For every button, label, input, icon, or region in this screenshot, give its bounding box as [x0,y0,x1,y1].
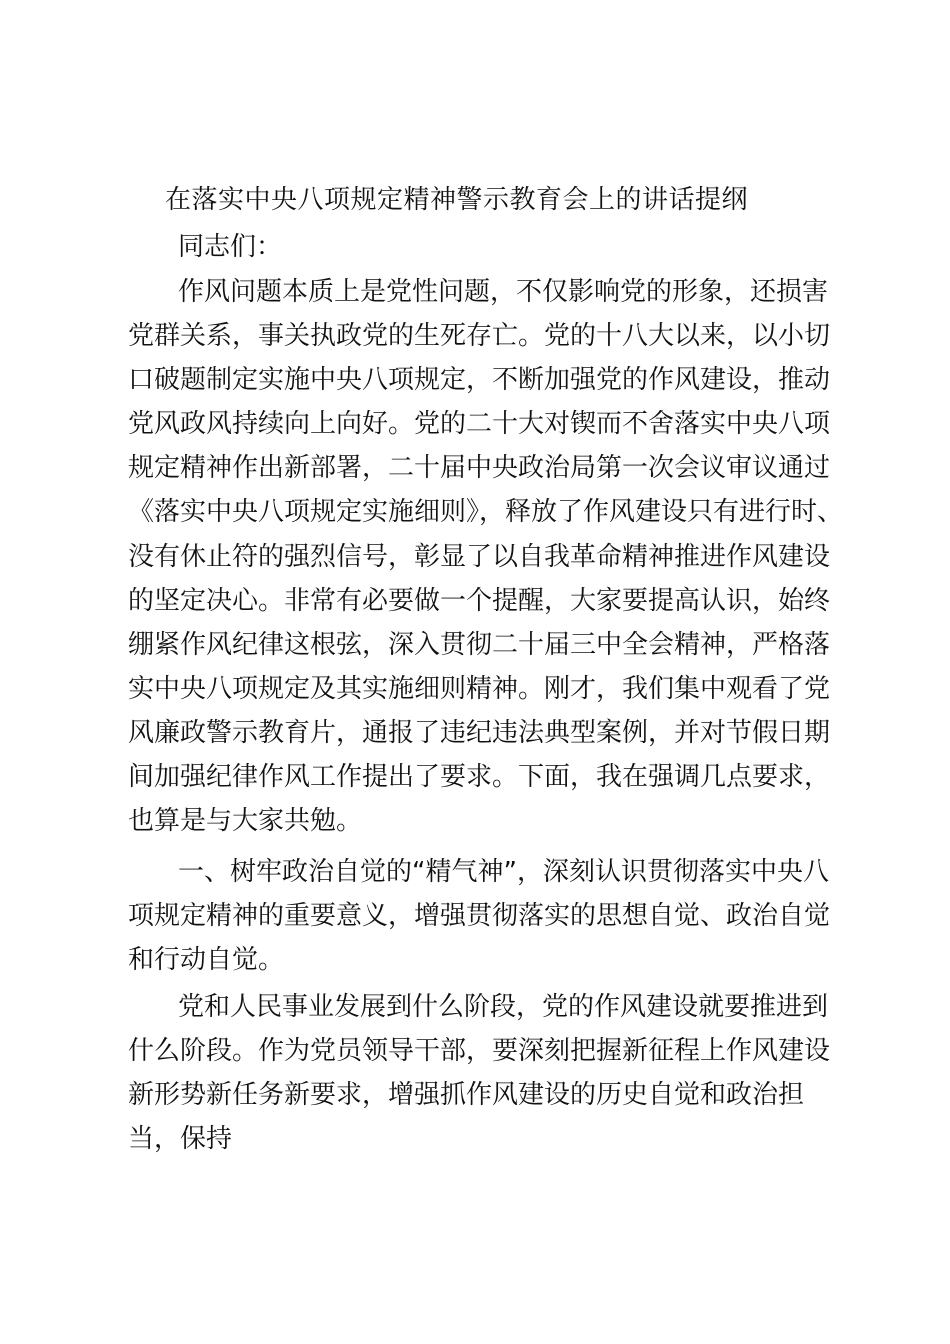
paragraph-line: 什么阶段。作为党员领导干部，要深刻把握新征程上作风建设 [128,1036,831,1067]
heading-line: 项规定精神的重要意义，增强贯彻落实的思想自觉、政治自觉 [128,901,831,932]
paragraph-line: 的坚定决心。非常有必要做一个提醒，大家要提高认识，始终 [128,585,831,616]
document-title: 在落实中央八项规定精神警示教育会上的讲话提纲 [165,185,749,215]
paragraph-section-1 [128,985,848,1161]
heading-line: 一、树牢政治自觉的“精气神”，深刻认识贯彻落实中央八 [178,857,829,887]
paragraph-line: 没有休止符的强烈信号，彰显了以自我革命精神推进作风建设 [128,541,831,572]
paragraph-line: 也算是与大家共勉。 [128,806,363,837]
paragraph-line: 当，保持 [128,1124,233,1155]
paragraph-line: 间加强纪律作风工作提出了要求。下面，我在强调几点要求， [128,762,831,793]
paragraph-line: 规定精神作出新部署，二十届中央政治局第一次会议审议通过 [128,453,831,484]
paragraph-line: 绷紧作风纪律这根弦，深入贯彻二十届三中全会精神，严格落 [128,629,831,660]
paragraph-line: 《落实中央八项规定实施细则》，释放了作风建设只有进行时、 [128,497,844,528]
paragraph-line: 口破题制定实施中央八项规定，不断加强党的作风建设，推动 [128,365,831,396]
paragraph-line: 风廉政警示教育片，通报了违纪违法典型案例，并对节假日期 [128,717,831,748]
salutation: 同志们： [178,232,283,262]
paragraph-line: 实中央八项规定及其实施细则精神。刚才，我们集中观看了党 [128,673,831,704]
paragraph-line: 党和人民事业发展到什么阶段，党的作风建设就要推进到 [178,992,829,1022]
paragraph-line: 新形势新任务新要求，增强抓作风建设的历史自觉和政治担 [128,1080,805,1111]
paragraph-line: 党风政风持续向上向好。党的二十大对锲而不舍落实中央八项 [128,409,831,440]
heading-line: 和行动自觉。 [128,945,285,976]
section-heading-1 [128,850,848,982]
paragraph-intro [128,270,848,843]
paragraph-line: 党群关系，事关执政党的生死存亡。党的十八大以来，以小切 [128,321,831,352]
paragraph-line: 作风问题本质上是党性问题，不仅影响党的形象，还损害 [178,277,829,307]
